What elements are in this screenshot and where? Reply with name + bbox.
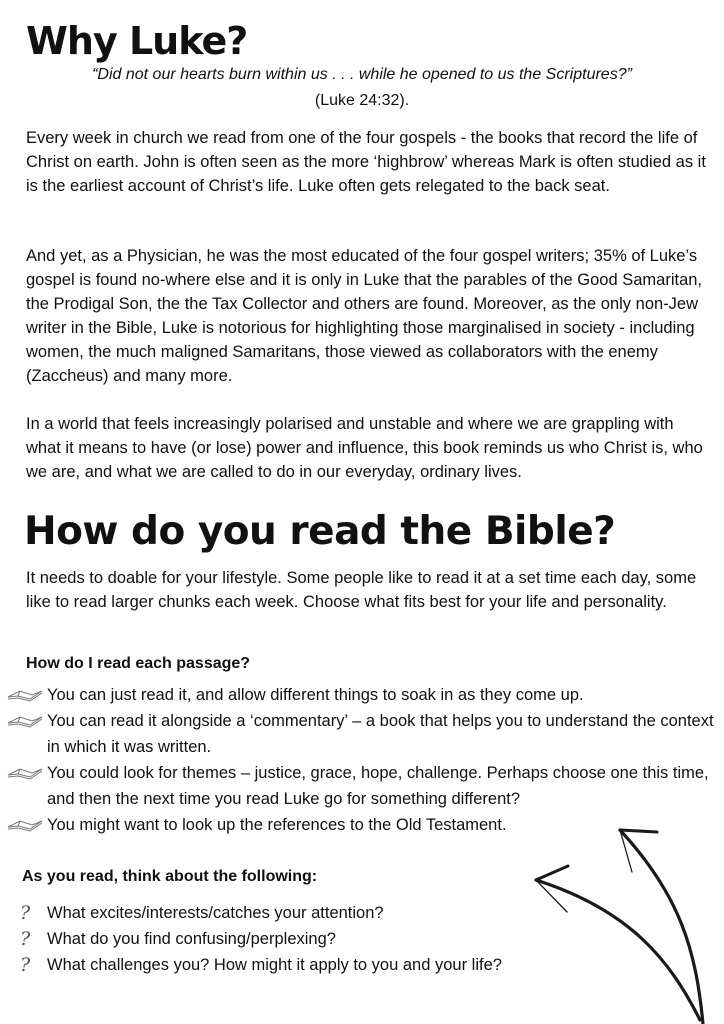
open-book-icon bbox=[6, 713, 44, 729]
open-book-icon bbox=[6, 817, 44, 833]
list-item: ? What do you find confusing/perplexing? bbox=[20, 928, 336, 950]
open-book-icon bbox=[6, 765, 44, 781]
scripture-quote: “Did not our hearts burn within us . . . while he opened to us the Scriptures?” bbox=[92, 66, 632, 83]
section-title-how-read: How do you read the Bible? bbox=[24, 509, 616, 554]
list-item: ? What challenges you? How might it apply to you and your life? bbox=[20, 954, 502, 976]
question-mark-icon: ? bbox=[20, 928, 31, 950]
section-title-why-luke: Why Luke? bbox=[26, 19, 248, 63]
hand-drawn-arrows-icon bbox=[520, 800, 724, 1024]
intro-paragraph: It needs to doable for your lifestyle. Some people like to read it at a set time each day, some like to read larger chunks each week. Choose what fits best for your life and personality. bbox=[26, 569, 697, 611]
list-item: You could look for themes – justice, grace, hope, challenge. Perhaps choose one this time, and then the next time you read Luke go for something different? bbox=[0, 760, 715, 812]
passage-heading: How do I read each passage? bbox=[26, 655, 251, 672]
think-list bbox=[0, 900, 560, 978]
list-item: You can read it alongside a ‘commentary’ – a book that helps you to understand the context in which it was written. bbox=[0, 708, 715, 760]
think-heading: As you read, think about the following: bbox=[22, 868, 318, 885]
question-mark-icon: ? bbox=[20, 954, 31, 976]
list-item: You might want to look up the references to the Old Testament. bbox=[0, 812, 715, 838]
paragraph-1: Every week in church we read from one of the four gospels - the books that record the life of Christ on earth. John is often seen as the more ‘highbrow’ whereas Mark is often studied as it is the earliest account of Christ’s life. Luke often gets relegated to the back seat. bbox=[26, 129, 706, 195]
list-item: ? What excites/interests/catches your attention? bbox=[20, 902, 384, 924]
paragraph-2: And yet, as a Physician, he was the most educated of the four gospel writers; 35% of Luke’s gospel is found no-where else and it is only in Luke that the parables of the Good Samaritan, the Prodigal Son, the the Tax Collector and others are found. Moreover, as the only non-Jew writer in the Bible, Luke is notorious for highlighting those marginalised in society - including women, the much maligned Samaritans, those viewed as collaborators with the enemy (Zaccheus) and many more. bbox=[26, 247, 703, 385]
list-item: You can just read it, and allow different things to soak in as they come up. bbox=[0, 682, 715, 708]
open-book-icon bbox=[6, 687, 44, 703]
question-mark-icon: ? bbox=[20, 902, 31, 924]
paragraph-3: In a world that feels increasingly polarised and unstable and where we are grappling with what it means to have (or lose) power and influence, this book reminds us who Christ is, who we are, and what we are called to do in our everyday, ordinary lives. bbox=[26, 415, 703, 481]
scripture-citation: (Luke 24:32). bbox=[314, 92, 410, 109]
